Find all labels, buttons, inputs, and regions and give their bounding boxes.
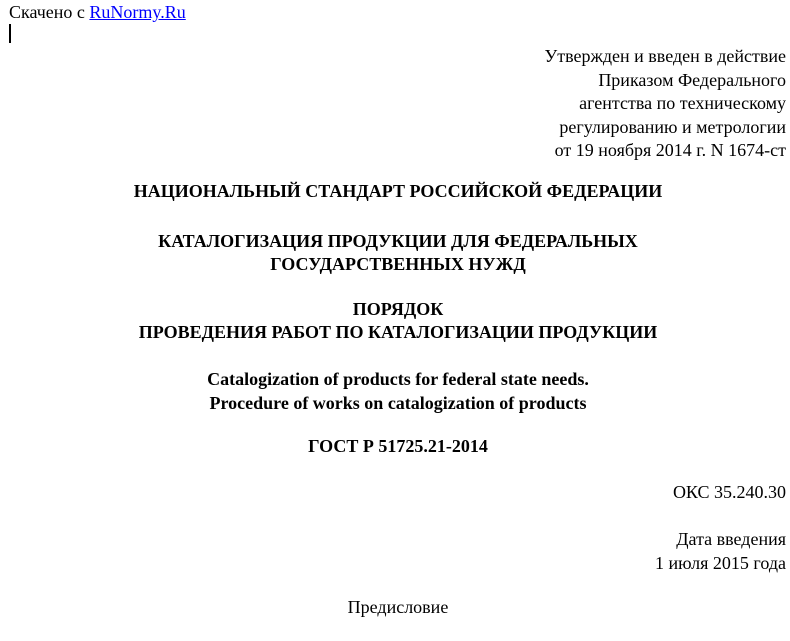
procedure-heading bbox=[0, 298, 790, 344]
english-title bbox=[0, 367, 790, 415]
source-prefix: Скачено с bbox=[9, 2, 90, 22]
approval-line: от 19 ноября 2014 г. N 1674-ст bbox=[554, 140, 786, 160]
approval-line: регулированию и метрологии bbox=[559, 116, 786, 137]
foreword-heading: Предисловие bbox=[347, 597, 449, 617]
subject-heading-line: КАТАЛОГИЗАЦИЯ ПРОДУКЦИИ ДЛЯ ФЕДЕРАЛЬНЫХ bbox=[158, 231, 638, 251]
introduction-date-label: Дата введения bbox=[676, 529, 786, 549]
english-title-line: Procedure of works on catalogization of products bbox=[209, 393, 587, 413]
procedure-heading-line: ПОРЯДОК bbox=[352, 299, 444, 319]
approval-line: Приказом Федерального bbox=[598, 69, 786, 90]
english-title-line: Catalogization of products for federal state needs. bbox=[207, 369, 589, 389]
subject-heading-line: ГОСУДАРСТВЕННЫХ НУЖД bbox=[270, 254, 526, 274]
text-cursor bbox=[9, 24, 11, 43]
source-line bbox=[9, 2, 186, 23]
approval-block bbox=[544, 45, 786, 163]
gost-code: ГОСТ Р 51725.21-2014 bbox=[308, 436, 488, 456]
source-link[interactable]: RuNormy.Ru bbox=[89, 2, 186, 22]
oks-code: ОКС 35.240.30 bbox=[672, 482, 786, 502]
approval-line: агентства по техническому bbox=[579, 93, 786, 113]
standard-heading: НАЦИОНАЛЬНЫЙ СТАНДАРТ РОССИЙСКОЙ ФЕДЕРАЦИИ bbox=[133, 181, 663, 201]
introduction-date bbox=[655, 528, 786, 575]
subject-heading bbox=[0, 230, 790, 276]
introduction-date-value: 1 июля 2015 года bbox=[655, 552, 786, 573]
procedure-heading-line: ПРОВЕДЕНИЯ РАБОТ ПО КАТАЛОГИЗАЦИИ ПРОДУКЦИИ bbox=[138, 322, 658, 342]
approval-line: Утвержден и введен в действие bbox=[544, 46, 786, 66]
